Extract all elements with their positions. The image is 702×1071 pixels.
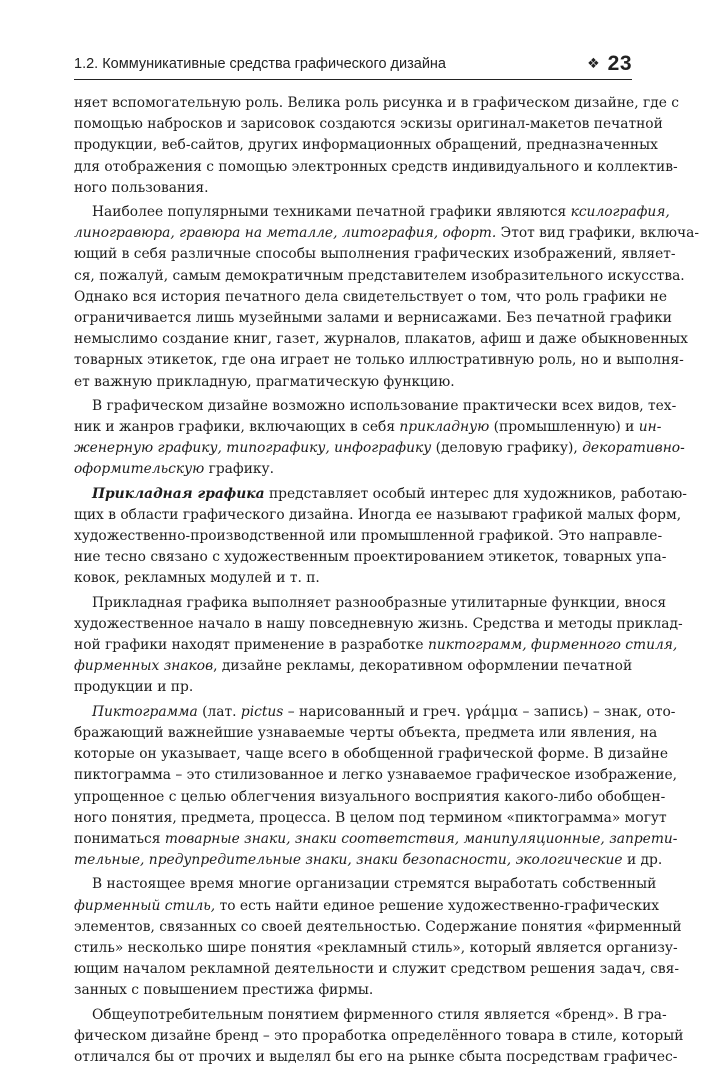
text-line [74, 723, 658, 744]
text-run: ограничивается лишь музейными залами и вернисажами. Без печатной графики [74, 310, 672, 327]
term-italic: товарные знаки, знаки соответствия, манипуляционные, запрети- [164, 830, 678, 847]
term-italic: линогравюра, гравюра на металле, литография, офорт. [74, 225, 497, 242]
text-line [74, 244, 676, 265]
text-run: которые он указывает, чаще всего в обобщенной графической форме. В дизайне [74, 746, 669, 763]
text-line [74, 1026, 684, 1047]
text-line [74, 438, 685, 459]
text-run: – нарисованный и греч. γράμμα – запись) – знак, ото- [283, 703, 676, 720]
term-italic: прикладную [399, 419, 490, 436]
text-line [74, 350, 684, 371]
paragraph [74, 93, 679, 199]
text-line [74, 157, 678, 178]
running-head: 1.2. Коммуникативные средства графического дизайна [74, 56, 446, 72]
text-line [74, 677, 632, 698]
text-line [74, 938, 678, 959]
text-run: графику. [204, 461, 275, 478]
text-line [74, 396, 677, 417]
text-run: и др. [622, 852, 663, 869]
text-line [74, 614, 683, 635]
term-italic: декоративно- [582, 440, 685, 457]
text-run: Наиболее популярными техниками печатной графики являются [92, 204, 571, 221]
text-line [74, 266, 685, 287]
text-run: (деловую графику), [431, 440, 583, 457]
text-run: , дизайне рекламы, декоративном оформлении печатной [213, 658, 633, 675]
term-italic: женерную графику, типографику, инфографику [74, 440, 432, 457]
paragraph [74, 396, 685, 481]
text-line [74, 829, 678, 850]
text-line [74, 850, 663, 871]
paragraph [74, 202, 700, 393]
term-italic: pictus [240, 703, 284, 720]
text-run: немыслимо создание книг, газет, журналов, плакатов, афиш и даже обыкновенных [74, 331, 688, 348]
text-line [74, 223, 700, 244]
text-line [74, 593, 667, 614]
body-text [74, 93, 700, 1071]
text-run: ного понятия, предмета, процесса. В целом под термином «пиктограмма» могут [74, 809, 667, 826]
text-run: Этот вид графики, включа- [496, 225, 700, 242]
text-line [74, 568, 632, 589]
text-run: ние тесно связано с художественным проектированием этикеток, товарных упа- [74, 549, 667, 566]
text-line [74, 896, 660, 917]
text-line [74, 372, 632, 393]
text-line [74, 874, 657, 895]
text-line [74, 308, 672, 329]
folio [587, 52, 632, 76]
text-run: стиль» несколько шире понятия «рекламный стиль», который является организу- [74, 939, 678, 956]
text-run: фическом дизайне бренд – это проработка определённого товара в стиле, который [74, 1027, 684, 1044]
text-run: пониматься [74, 830, 165, 847]
text-run: ся, пожалуй, самым демократичным представителем изобразительного искусства. [74, 267, 685, 284]
text-line [74, 526, 663, 547]
page-number: 23 [607, 52, 632, 75]
text-run: (промышленную) и [489, 419, 639, 436]
text-run: ник и жанров графики, включающих в себя [74, 419, 400, 436]
term-italic: оформительскую [74, 461, 205, 478]
paragraph [74, 484, 687, 590]
term-italic: фирменных знаков [74, 658, 214, 675]
term-italic: ксилография, [570, 204, 670, 221]
text-run: ет важную прикладную, прагматическую функцию. [74, 373, 455, 390]
text-run: продукции и пр. [74, 679, 194, 696]
text-run: помощью набросков и зарисовок создаются эскизы оригинал-макетов печатной [74, 116, 663, 133]
text-line [74, 114, 663, 135]
text-line [74, 656, 632, 677]
text-run: ющим началом рекламной деятельности и служит средством решения задач, свя- [74, 961, 679, 978]
text-run: для отображения с помощью электронных средств индивидуального и коллектив- [74, 158, 678, 175]
text-line [74, 744, 669, 765]
text-line [74, 787, 666, 808]
text-run: ного пользования. [74, 179, 209, 196]
text-line [74, 505, 682, 526]
text-line [74, 287, 667, 308]
text-run: то есть найти единое решение художественно-графических [215, 897, 660, 914]
page-header [74, 52, 632, 80]
text-line [74, 135, 658, 156]
text-run: элементов, связанных со своей деятельностью. Содержание понятия «фирменный [74, 918, 682, 935]
text-run: художественно-производственной или промышленной графикой. Это направле- [74, 528, 663, 545]
text-run: художественное начало в нашу повседневную жизнь. Средства и методы приклад- [74, 615, 683, 632]
text-line [74, 484, 687, 505]
text-run: Общеупотребительным понятием фирменного стиля является «бренд». В гра- [92, 1006, 667, 1023]
term-italic: Пиктограмма [92, 703, 198, 720]
text-line [74, 635, 678, 656]
term-italic: фирменный стиль, [74, 897, 216, 914]
text-line [74, 980, 632, 1001]
paragraph [74, 702, 678, 872]
term-italic: тельные, предупредительные знаки, знаки безопасности, экологические [74, 852, 623, 869]
text-run: отличался бы от прочих и выделял бы его на рынке сбыта посредствам графичес- [74, 1048, 678, 1065]
text-run: бражающий важнейшие узнаваемые черты объекта, предмета или явления, на [74, 724, 658, 741]
text-run: Однако вся история печатного дела свидетельствует о том, что роль графики не [74, 288, 667, 305]
text-run: ющий в себя различные способы выполнения графических изображений, являет- [74, 246, 676, 263]
diamond-ornament-icon: ❖ [587, 56, 600, 72]
term-bold-italic: Прикладная графика [92, 485, 265, 502]
text-run: продукции, веб-сайтов, других информационных обращений, предназначенных [74, 137, 658, 154]
text-run: (лат. [197, 703, 241, 720]
text-run: ковок, рекламных модулей и т. п. [74, 570, 320, 587]
text-line [74, 765, 678, 786]
term-italic: ин- [638, 419, 662, 436]
paragraph [74, 593, 683, 699]
text-line [74, 547, 667, 568]
text-run: пиктограмма – это стилизованное и легко узнаваемое графическое изображение, [74, 767, 678, 784]
text-line [74, 93, 679, 114]
text-line [74, 702, 676, 723]
paragraph [74, 1005, 684, 1069]
text-run: В графическом дизайне возможно использование практически всех видов, тех- [92, 397, 677, 414]
text-line [74, 329, 688, 350]
text-line [74, 1047, 678, 1068]
text-line [74, 1005, 667, 1026]
text-run: товарных этикеток, где она играет не только иллюстративную роль, но и выполня- [74, 352, 684, 369]
text-run: занных с повышением престижа фирмы. [74, 982, 374, 999]
text-line [74, 808, 667, 829]
text-line [74, 459, 632, 480]
text-run: ной графики находят применение в разработке [74, 637, 428, 654]
text-line [74, 178, 632, 199]
text-run: щих в области графического дизайна. Иногда ее называют графикой малых форм, [74, 506, 682, 523]
text-run: представляет особый интерес для художников, работаю- [264, 485, 687, 502]
text-run: упрощенное с целью облегчения визуального восприятия какого-либо обобщен- [74, 788, 666, 805]
text-run: няет вспомогательную роль. Велика роль рисунка и в графическом дизайне, где с [74, 95, 679, 111]
text-run: Прикладная графика выполняет разнообразные утилитарные функции, внося [92, 594, 667, 611]
text-run: В настоящее время многие организации стремятся выработать собственный [92, 876, 657, 893]
text-line [74, 959, 679, 980]
text-line [74, 202, 670, 223]
paragraph [74, 874, 682, 1001]
term-italic: пиктограмм, фирменного стиля, [427, 637, 678, 654]
text-line [74, 417, 662, 438]
text-line [74, 917, 682, 938]
